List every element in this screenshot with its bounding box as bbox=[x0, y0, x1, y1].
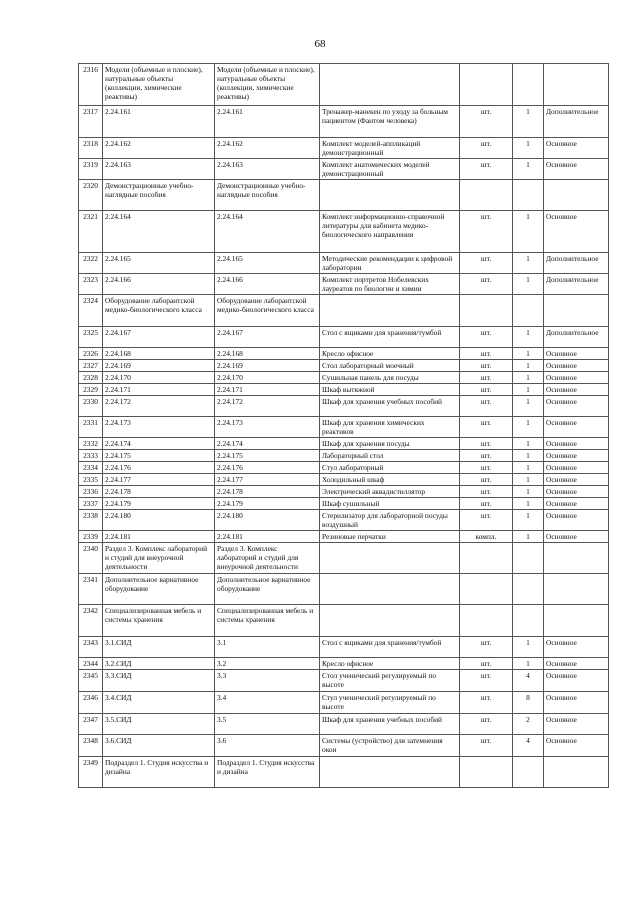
cell-quantity: 1 bbox=[513, 106, 544, 138]
cell-quantity: 4 bbox=[513, 735, 544, 757]
cell-row-number: 2329 bbox=[79, 384, 103, 396]
table-row bbox=[79, 159, 609, 180]
cell-unit: шт. bbox=[460, 372, 513, 384]
cell-code-2: Раздел 3. Комплекс лабораторий и студий для внеурочной деятельности bbox=[215, 543, 320, 574]
cell-item-name bbox=[320, 295, 460, 327]
cell-unit: шт. bbox=[460, 438, 513, 450]
cell-quantity: 2 bbox=[513, 714, 544, 735]
cell-row-number: 2347 bbox=[79, 714, 103, 735]
cell-row-number: 2322 bbox=[79, 253, 103, 274]
cell-category: Основное bbox=[544, 384, 609, 396]
cell-code-2: 2.24.170 bbox=[215, 372, 320, 384]
table-row bbox=[79, 360, 609, 372]
cell-category: Основное bbox=[544, 735, 609, 757]
cell-code-2: 3.4 bbox=[215, 692, 320, 714]
cell-quantity: 1 bbox=[513, 327, 544, 348]
table-row bbox=[79, 692, 609, 714]
cell-code-1: Подраздел 1. Студия искусства и дизайна bbox=[103, 757, 215, 788]
cell-quantity bbox=[513, 605, 544, 637]
cell-quantity: 1 bbox=[513, 474, 544, 486]
cell-row-number: 2319 bbox=[79, 159, 103, 180]
cell-item-name: Стол лабораторный моечный bbox=[320, 360, 460, 372]
cell-code-1: 2.24.176 bbox=[103, 462, 215, 474]
cell-item-name: Электрический аквадистиллятор bbox=[320, 486, 460, 498]
cell-item-name bbox=[320, 543, 460, 574]
cell-quantity bbox=[513, 64, 544, 106]
cell-category: Основное bbox=[544, 450, 609, 462]
cell-quantity: 1 bbox=[513, 531, 544, 543]
cell-quantity bbox=[513, 295, 544, 327]
cell-code-2: Модели (объемные и плоские), натуральные объекты (коллекции, химические реактивы) bbox=[215, 64, 320, 106]
cell-unit: шт. bbox=[460, 253, 513, 274]
cell-code-2: 2.24.163 bbox=[215, 159, 320, 180]
cell-category: Основное bbox=[544, 486, 609, 498]
cell-code-2: 3.1 bbox=[215, 637, 320, 658]
cell-code-1: 2.24.165 bbox=[103, 253, 215, 274]
table-row bbox=[79, 637, 609, 658]
cell-item-name: Сушильная панель для посуды bbox=[320, 372, 460, 384]
cell-quantity: 1 bbox=[513, 450, 544, 462]
cell-item-name: Лабораторный стол bbox=[320, 450, 460, 462]
cell-code-2: 2.24.167 bbox=[215, 327, 320, 348]
cell-unit: шт. bbox=[460, 211, 513, 253]
table-body bbox=[79, 64, 609, 788]
cell-quantity: 4 bbox=[513, 670, 544, 692]
cell-category: Дополнительное bbox=[544, 327, 609, 348]
table-row bbox=[79, 462, 609, 474]
cell-category: Основное bbox=[544, 372, 609, 384]
cell-code-1: Специализированная мебель и системы хранения bbox=[103, 605, 215, 637]
table-row bbox=[79, 757, 609, 788]
cell-row-number: 2342 bbox=[79, 605, 103, 637]
cell-code-1: Раздел 3. Комплекс лабораторий и студий для внеурочной деятельности bbox=[103, 543, 215, 574]
cell-code-1: 2.24.163 bbox=[103, 159, 215, 180]
cell-item-name: Комплект информационно-справочной литературы для кабинета медико-биологического направления bbox=[320, 211, 460, 253]
cell-quantity: 1 bbox=[513, 138, 544, 159]
cell-code-2: 3.6 bbox=[215, 735, 320, 757]
cell-code-2: 2.24.175 bbox=[215, 450, 320, 462]
cell-item-name bbox=[320, 574, 460, 605]
cell-code-1: 2.24.169 bbox=[103, 360, 215, 372]
cell-item-name bbox=[320, 64, 460, 106]
cell-row-number: 2328 bbox=[79, 372, 103, 384]
table-row bbox=[79, 372, 609, 384]
cell-row-number: 2324 bbox=[79, 295, 103, 327]
cell-row-number: 2343 bbox=[79, 637, 103, 658]
cell-category: Основное bbox=[544, 211, 609, 253]
cell-unit: шт. bbox=[460, 735, 513, 757]
cell-code-2: 2.24.177 bbox=[215, 474, 320, 486]
cell-category: Основное bbox=[544, 159, 609, 180]
cell-category bbox=[544, 757, 609, 788]
cell-quantity: 1 bbox=[513, 372, 544, 384]
table-row bbox=[79, 396, 609, 417]
cell-category: Основное bbox=[544, 360, 609, 372]
cell-category: Основное bbox=[544, 498, 609, 510]
cell-category: Основное bbox=[544, 637, 609, 658]
cell-code-1: Оборудование лаборантской медико-биологического класса bbox=[103, 295, 215, 327]
cell-code-2: 2.24.166 bbox=[215, 274, 320, 295]
cell-quantity: 1 bbox=[513, 658, 544, 670]
cell-row-number: 2348 bbox=[79, 735, 103, 757]
cell-quantity: 1 bbox=[513, 159, 544, 180]
cell-row-number: 2331 bbox=[79, 417, 103, 438]
cell-unit: шт. bbox=[460, 360, 513, 372]
table-row bbox=[79, 106, 609, 138]
cell-quantity bbox=[513, 574, 544, 605]
cell-row-number: 2320 bbox=[79, 180, 103, 211]
cell-code-1: 3.5.СИД bbox=[103, 714, 215, 735]
table-row bbox=[79, 274, 609, 295]
cell-unit: шт. bbox=[460, 658, 513, 670]
cell-code-2: 2.24.161 bbox=[215, 106, 320, 138]
cell-code-1: 2.24.177 bbox=[103, 474, 215, 486]
cell-item-name: Стул ученический регулируемый по высоте bbox=[320, 692, 460, 714]
cell-unit: шт. bbox=[460, 396, 513, 417]
cell-quantity: 1 bbox=[513, 637, 544, 658]
cell-code-1: 2.24.179 bbox=[103, 498, 215, 510]
cell-quantity: 1 bbox=[513, 438, 544, 450]
cell-row-number: 2317 bbox=[79, 106, 103, 138]
cell-category: Основное bbox=[544, 692, 609, 714]
cell-unit bbox=[460, 574, 513, 605]
cell-code-1: 2.24.175 bbox=[103, 450, 215, 462]
cell-category bbox=[544, 295, 609, 327]
cell-quantity: 1 bbox=[513, 417, 544, 438]
cell-item-name: Шкаф для хранения посуды bbox=[320, 438, 460, 450]
cell-row-number: 2330 bbox=[79, 396, 103, 417]
cell-code-1: Демонстрационные учебно-наглядные пособия bbox=[103, 180, 215, 211]
cell-row-number: 2339 bbox=[79, 531, 103, 543]
table-row bbox=[79, 510, 609, 531]
cell-code-1: 3.4.СИД bbox=[103, 692, 215, 714]
cell-unit: шт. bbox=[460, 450, 513, 462]
cell-category bbox=[544, 574, 609, 605]
cell-unit bbox=[460, 757, 513, 788]
cell-code-2: 2.24.165 bbox=[215, 253, 320, 274]
cell-code-2: Оборудование лаборантской медико-биологического класса bbox=[215, 295, 320, 327]
cell-row-number: 2338 bbox=[79, 510, 103, 531]
cell-item-name: Стул лабораторный bbox=[320, 462, 460, 474]
cell-code-1: 2.24.180 bbox=[103, 510, 215, 531]
cell-code-2: Демонстрационные учебно-наглядные пособия bbox=[215, 180, 320, 211]
cell-row-number: 2321 bbox=[79, 211, 103, 253]
cell-code-1: 2.24.162 bbox=[103, 138, 215, 159]
cell-item-name bbox=[320, 605, 460, 637]
cell-category bbox=[544, 64, 609, 106]
cell-category bbox=[544, 543, 609, 574]
cell-quantity bbox=[513, 543, 544, 574]
cell-unit: шт. bbox=[460, 692, 513, 714]
cell-quantity: 1 bbox=[513, 396, 544, 417]
cell-code-1: 3.3.СИД bbox=[103, 670, 215, 692]
cell-category: Основное bbox=[544, 462, 609, 474]
cell-quantity: 1 bbox=[513, 498, 544, 510]
cell-category: Основное bbox=[544, 510, 609, 531]
cell-quantity bbox=[513, 757, 544, 788]
cell-unit: шт. bbox=[460, 138, 513, 159]
cell-code-1: 2.24.164 bbox=[103, 211, 215, 253]
cell-code-1: 2.24.167 bbox=[103, 327, 215, 348]
cell-unit: шт. bbox=[460, 510, 513, 531]
cell-item-name: Холодильный шкаф bbox=[320, 474, 460, 486]
cell-row-number: 2332 bbox=[79, 438, 103, 450]
table-row bbox=[79, 64, 609, 106]
cell-code-1: 2.24.172 bbox=[103, 396, 215, 417]
cell-unit: шт. bbox=[460, 384, 513, 396]
cell-quantity bbox=[513, 180, 544, 211]
cell-item-name: Тренажер-манекен по уходу за больным пациентом (Фантом человека) bbox=[320, 106, 460, 138]
cell-code-1: 2.24.174 bbox=[103, 438, 215, 450]
cell-code-1: 2.24.168 bbox=[103, 348, 215, 360]
cell-unit: шт. bbox=[460, 637, 513, 658]
table-row bbox=[79, 543, 609, 574]
cell-code-1: 3.2.СИД bbox=[103, 658, 215, 670]
cell-item-name: Шкаф для хранения учебных пособий bbox=[320, 396, 460, 417]
table-row bbox=[79, 327, 609, 348]
cell-row-number: 2326 bbox=[79, 348, 103, 360]
cell-row-number: 2318 bbox=[79, 138, 103, 159]
table-row bbox=[79, 138, 609, 159]
cell-item-name: Комплект моделей-аппликаций демонстрационный bbox=[320, 138, 460, 159]
cell-unit: шт. bbox=[460, 417, 513, 438]
cell-code-1: Модели (объемные и плоские), натуральные объекты (коллекции, химические реактивы) bbox=[103, 64, 215, 106]
cell-row-number: 2346 bbox=[79, 692, 103, 714]
cell-category: Основное bbox=[544, 348, 609, 360]
page-number: 68 bbox=[314, 38, 326, 50]
cell-category: Основное bbox=[544, 714, 609, 735]
cell-row-number: 2344 bbox=[79, 658, 103, 670]
cell-code-2: 2.24.173 bbox=[215, 417, 320, 438]
table-row bbox=[79, 211, 609, 253]
cell-unit: компл. bbox=[460, 531, 513, 543]
cell-item-name: Стол с ящиками для хранения/тумбой bbox=[320, 637, 460, 658]
cell-code-2: 2.24.178 bbox=[215, 486, 320, 498]
cell-category: Основное bbox=[544, 670, 609, 692]
cell-row-number: 2316 bbox=[79, 64, 103, 106]
cell-category bbox=[544, 605, 609, 637]
cell-row-number: 2336 bbox=[79, 486, 103, 498]
cell-code-2: 2.24.168 bbox=[215, 348, 320, 360]
table-row bbox=[79, 486, 609, 498]
table-row bbox=[79, 670, 609, 692]
table-row bbox=[79, 605, 609, 637]
cell-code-2: 2.24.169 bbox=[215, 360, 320, 372]
cell-item-name: Стерилизатор для лабораторной посуды воздушный bbox=[320, 510, 460, 531]
cell-row-number: 2327 bbox=[79, 360, 103, 372]
cell-code-2: 2.24.164 bbox=[215, 211, 320, 253]
equipment-table bbox=[78, 63, 609, 788]
cell-quantity: 1 bbox=[513, 274, 544, 295]
cell-code-1: 2.24.170 bbox=[103, 372, 215, 384]
cell-unit: шт. bbox=[460, 498, 513, 510]
cell-code-2: 2.24.174 bbox=[215, 438, 320, 450]
cell-item-name: Шкаф вытяжной bbox=[320, 384, 460, 396]
table-row bbox=[79, 498, 609, 510]
cell-code-1: 3.1.СИД bbox=[103, 637, 215, 658]
cell-category: Основное bbox=[544, 658, 609, 670]
table-row bbox=[79, 474, 609, 486]
cell-code-2: 2.24.181 bbox=[215, 531, 320, 543]
cell-code-2: 2.24.180 bbox=[215, 510, 320, 531]
cell-unit bbox=[460, 180, 513, 211]
cell-row-number: 2323 bbox=[79, 274, 103, 295]
cell-row-number: 2340 bbox=[79, 543, 103, 574]
table-row bbox=[79, 180, 609, 211]
cell-category: Основное bbox=[544, 417, 609, 438]
cell-quantity: 1 bbox=[513, 211, 544, 253]
cell-quantity: 1 bbox=[513, 462, 544, 474]
cell-category: Дополнительное bbox=[544, 274, 609, 295]
cell-quantity: 1 bbox=[513, 253, 544, 274]
cell-unit bbox=[460, 295, 513, 327]
cell-category: Основное bbox=[544, 138, 609, 159]
cell-row-number: 2334 bbox=[79, 462, 103, 474]
cell-unit: шт. bbox=[460, 106, 513, 138]
cell-category: Основное bbox=[544, 531, 609, 543]
cell-unit: шт. bbox=[460, 348, 513, 360]
table-row bbox=[79, 438, 609, 450]
table-row bbox=[79, 735, 609, 757]
cell-code-1: 2.24.166 bbox=[103, 274, 215, 295]
cell-category: Дополнительное bbox=[544, 106, 609, 138]
cell-code-1: 3.6.СИД bbox=[103, 735, 215, 757]
cell-item-name: Шкаф сушильный bbox=[320, 498, 460, 510]
cell-code-1: 2.24.181 bbox=[103, 531, 215, 543]
cell-row-number: 2325 bbox=[79, 327, 103, 348]
cell-item-name: Методические рекомендации к цифровой лаборатории bbox=[320, 253, 460, 274]
table-row bbox=[79, 574, 609, 605]
cell-category bbox=[544, 180, 609, 211]
cell-unit: шт. bbox=[460, 714, 513, 735]
cell-row-number: 2341 bbox=[79, 574, 103, 605]
cell-item-name: Системы (устройство) для затемнения окон bbox=[320, 735, 460, 757]
cell-item-name: Стол ученический регулируемый по высоте bbox=[320, 670, 460, 692]
cell-row-number: 2337 bbox=[79, 498, 103, 510]
cell-code-2: 2.24.171 bbox=[215, 384, 320, 396]
table-row bbox=[79, 450, 609, 462]
cell-row-number: 2335 bbox=[79, 474, 103, 486]
cell-quantity: 1 bbox=[513, 348, 544, 360]
cell-code-2: 2.24.172 bbox=[215, 396, 320, 417]
cell-code-2: 2.24.162 bbox=[215, 138, 320, 159]
table-row bbox=[79, 531, 609, 543]
cell-item-name: Комплект портретов Нобелевских лауреатов по биологии и химии bbox=[320, 274, 460, 295]
cell-code-2: 3.2 bbox=[215, 658, 320, 670]
cell-item-name: Комплект анатомических моделей демонстрационный bbox=[320, 159, 460, 180]
cell-item-name: Резиновые перчатки bbox=[320, 531, 460, 543]
cell-code-1: 2.24.178 bbox=[103, 486, 215, 498]
cell-unit: шт. bbox=[460, 327, 513, 348]
cell-category: Дополнительное bbox=[544, 253, 609, 274]
cell-category: Основное bbox=[544, 396, 609, 417]
table-row bbox=[79, 714, 609, 735]
table-row bbox=[79, 658, 609, 670]
cell-quantity: 1 bbox=[513, 486, 544, 498]
cell-unit bbox=[460, 64, 513, 106]
cell-code-1: 2.24.173 bbox=[103, 417, 215, 438]
cell-unit: шт. bbox=[460, 462, 513, 474]
cell-code-2: 3.3 bbox=[215, 670, 320, 692]
cell-code-2: 3.5 bbox=[215, 714, 320, 735]
cell-unit: шт. bbox=[460, 159, 513, 180]
cell-unit bbox=[460, 605, 513, 637]
cell-code-1: Дополнительное вариативное оборудование bbox=[103, 574, 215, 605]
cell-row-number: 2349 bbox=[79, 757, 103, 788]
cell-unit: шт. bbox=[460, 274, 513, 295]
table-row bbox=[79, 384, 609, 396]
cell-code-1: 2.24.171 bbox=[103, 384, 215, 396]
table-row bbox=[79, 253, 609, 274]
cell-item-name: Стол с ящиками для хранения/тумбой bbox=[320, 327, 460, 348]
cell-code-2: 2.24.179 bbox=[215, 498, 320, 510]
table-row bbox=[79, 295, 609, 327]
cell-quantity: 1 bbox=[513, 360, 544, 372]
cell-category: Основное bbox=[544, 474, 609, 486]
cell-row-number: 2333 bbox=[79, 450, 103, 462]
table-row bbox=[79, 417, 609, 438]
cell-unit bbox=[460, 543, 513, 574]
cell-unit: шт. bbox=[460, 474, 513, 486]
cell-row-number: 2345 bbox=[79, 670, 103, 692]
cell-quantity: 1 bbox=[513, 384, 544, 396]
cell-code-2: Специализированная мебель и системы хранения bbox=[215, 605, 320, 637]
cell-code-1: 2.24.161 bbox=[103, 106, 215, 138]
cell-item-name: Шкаф для хранения химических реактивов bbox=[320, 417, 460, 438]
table-row bbox=[79, 348, 609, 360]
cell-quantity: 8 bbox=[513, 692, 544, 714]
cell-item-name: Кресло офисное bbox=[320, 348, 460, 360]
cell-unit: шт. bbox=[460, 670, 513, 692]
cell-code-2: Дополнительное вариативное оборудование bbox=[215, 574, 320, 605]
cell-item-name: Кресло офисное bbox=[320, 658, 460, 670]
cell-unit: шт. bbox=[460, 486, 513, 498]
cell-quantity: 1 bbox=[513, 510, 544, 531]
cell-code-2: Подраздел 1. Студия искусства и дизайна bbox=[215, 757, 320, 788]
cell-code-2: 2.24.176 bbox=[215, 462, 320, 474]
cell-category: Основное bbox=[544, 438, 609, 450]
cell-item-name bbox=[320, 180, 460, 211]
cell-item-name bbox=[320, 757, 460, 788]
cell-item-name: Шкаф для хранения учебных пособий bbox=[320, 714, 460, 735]
